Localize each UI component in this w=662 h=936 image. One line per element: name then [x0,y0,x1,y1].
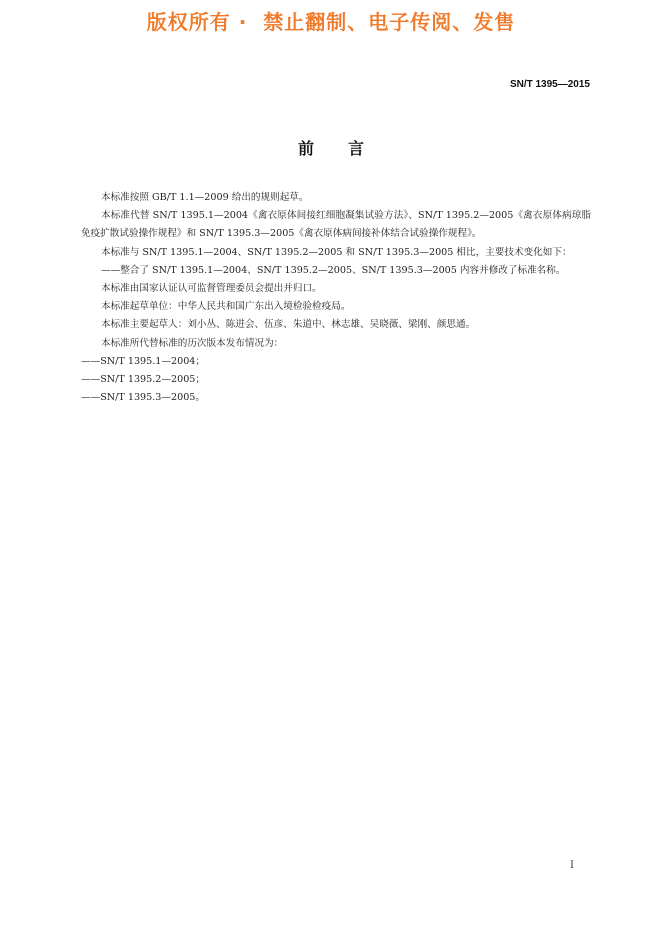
standard-code: SN/T 1395—2015 [509,79,590,90]
foreword-body [81,189,591,407]
paragraph-drafting-unit: 本标准起草单位：中华人民共和国广东出入境检验检疫局。 [101,301,351,313]
history-list-item: ——SN/T 1395.2—2005； [81,374,206,386]
page-title: 前言 [297,139,398,158]
change-list-item: ——整合了 SN/T 1395.1—2004、SN/T 1395.2—2005、SN/T 1395.3—2005 内容并修改了标准名称。 [101,264,566,276]
copyright-watermark: 版权所有 · 禁止翻制、电子传阅、发售 [146,10,516,34]
paragraph-history-intro: 本标准所代替标准的历次版本发布情况为： [101,337,284,349]
paragraph-drafting-rules: 本标准按照 GB/T 1.1—2009 给出的规则起草。 [101,192,309,203]
history-list-item: ——SN/T 1395.1—2004； [81,355,206,367]
history-list-item: ——SN/T 1395.3—2005。 [81,392,206,404]
paragraph-proposer: 本标准由国家认证认可监督管理委员会提出并归口。 [101,283,322,295]
paragraph-replaces: 本标准代替 SN/T 1395.1—2004《禽衣原体间接红细胞凝集试验方法》、SN/T 1395.2—2005《禽衣原体病琼脂免疫扩散试验操作规程》和 SN/T 1395.3—2005《禽衣原体病间接补体结合试验操作规程》。 [81,210,591,240]
page-number: I [570,860,574,871]
paragraph-drafters: 本标准主要起草人：刘小丛、陈进会、伍彦、朱道中、林志雄、吴晓薇、梁刚、颜思通。 [101,319,476,331]
paragraph-technical-changes: 本标准与 SN/T 1395.1—2004、SN/T 1395.2—2005 和 SN/T 1395.3—2005 相比，主要技术变化如下： [101,246,572,258]
